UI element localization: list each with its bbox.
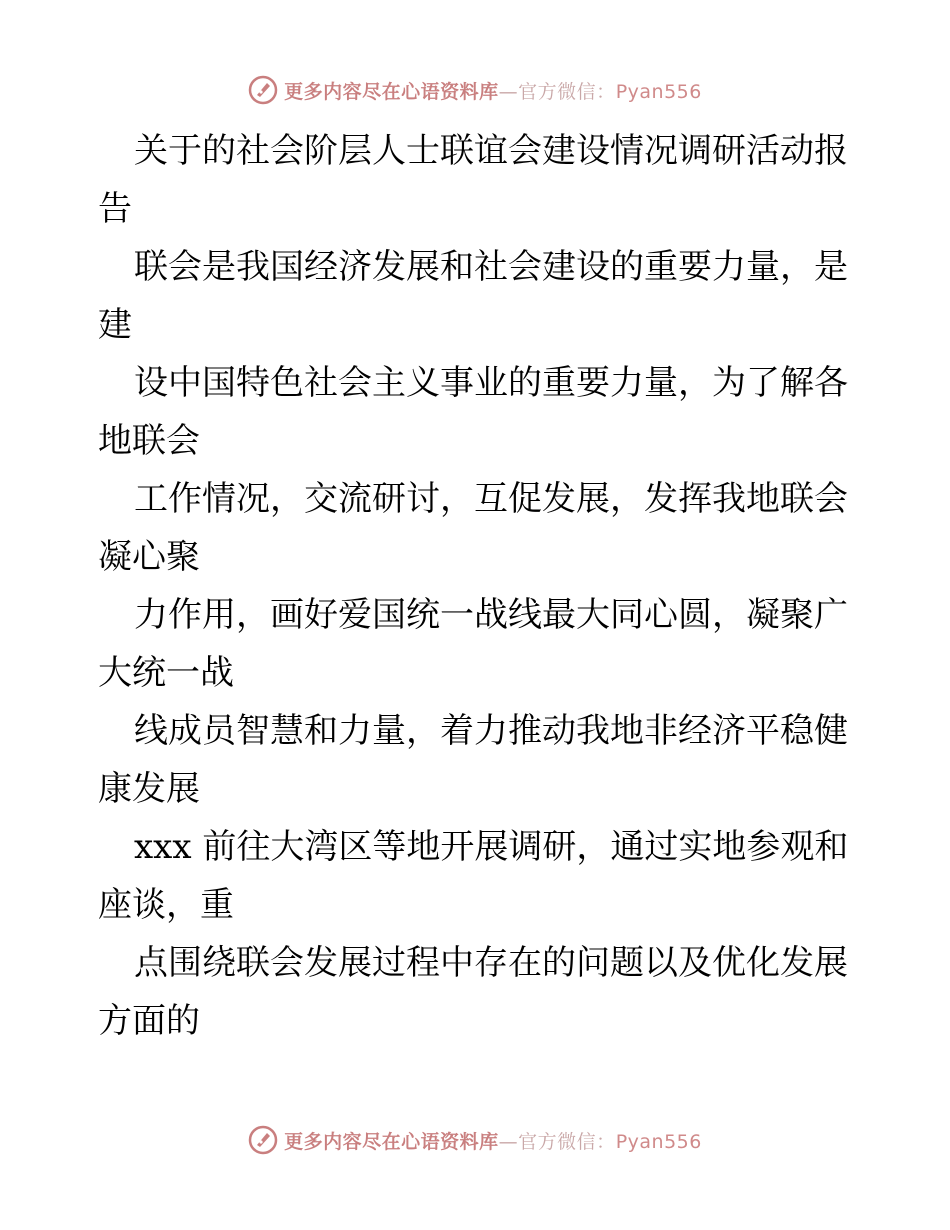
text-line: xxx 前往大湾区等地开展调研，通过实地参观和: [134, 827, 849, 867]
watermark-brand: 更多内容尽在心语资料库: [284, 80, 499, 103]
watermark-wechat-label: 官方微信：: [518, 80, 616, 103]
watermark-separator: —: [498, 80, 519, 103]
watermark-brand: 更多内容尽在心语资料库: [284, 1130, 499, 1153]
pen-nib-icon: [248, 75, 278, 105]
text-line: 方面的: [98, 1001, 200, 1041]
watermark-separator: —: [498, 1130, 519, 1153]
text-line: 告: [98, 189, 132, 229]
watermark-wechat-id: Pyan556: [615, 80, 702, 103]
watermark-text: [284, 1127, 702, 1154]
watermark-wechat-label: 官方微信：: [518, 1130, 616, 1153]
document-body: [98, 122, 858, 1050]
text-line: 工作情况，交流研讨，互促发展，发挥我地联会: [134, 479, 848, 519]
watermark-wechat-id: Pyan556: [615, 1130, 702, 1153]
text-line: 大统一战: [98, 653, 234, 693]
text-line: 联会是我国经济发展和社会建设的重要力量，是: [134, 247, 848, 287]
text-line: 关于的社会阶层人士联谊会建设情况调研活动报: [134, 131, 848, 171]
text-line: 康发展: [98, 769, 200, 809]
text-line: 凝心聚: [98, 537, 200, 577]
header-watermark: [0, 70, 950, 110]
text-line: 建: [98, 305, 132, 345]
watermark-text: [284, 77, 702, 104]
text-line: 线成员智慧和力量，着力推动我地非经济平稳健: [134, 711, 848, 751]
text-line: 点围绕联会发展过程中存在的问题以及优化发展: [134, 943, 848, 983]
text-line: 座谈，重: [98, 885, 234, 925]
footer-watermark: [0, 1120, 950, 1160]
text-line: 地联会: [98, 421, 200, 461]
text-line: 力作用，画好爱国统一战线最大同心圆，凝聚广: [134, 595, 848, 635]
pen-nib-icon: [248, 1125, 278, 1155]
text-line: 设中国特色社会主义事业的重要力量，为了解各: [134, 363, 848, 403]
